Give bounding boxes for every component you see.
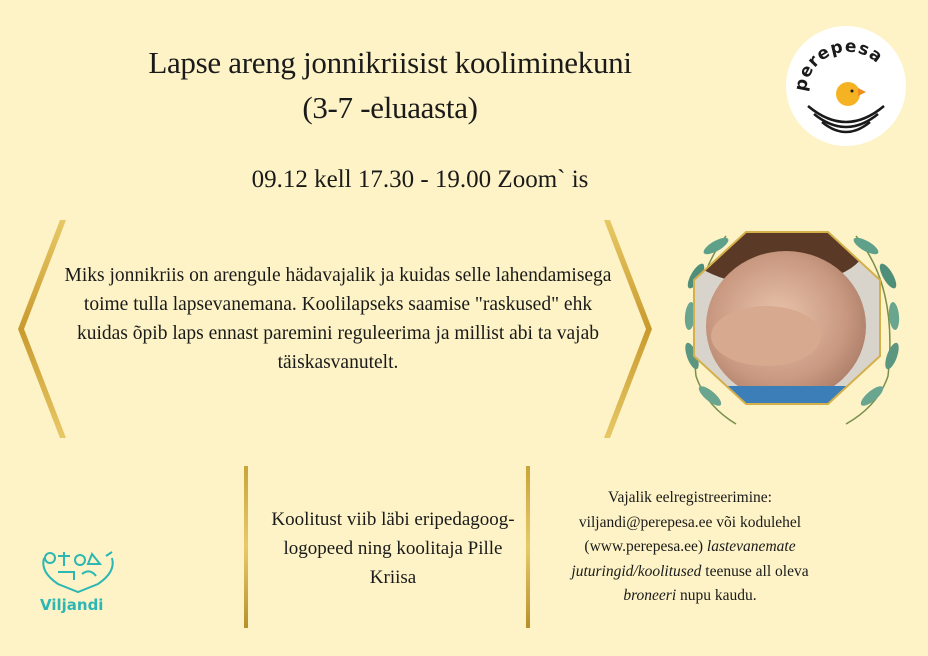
registration-line-5 [540,584,840,609]
registration-line-3-italic: lastevanemate [706,538,796,555]
registration-line-5-italic: broneeri [623,587,677,604]
viljandi-logo-text: Viljandi [40,596,104,614]
registration-line-3 [540,535,840,560]
registration-line-4-text: teenuse all oleva [705,562,809,580]
viljandi-heart-logo-icon [38,548,118,594]
nest-icon [808,106,884,132]
title-line-2: (3-7 -eluaasta) [302,90,478,125]
registration-line-1: Vajalik eelregistreerimine: [608,489,772,506]
registration-line-4 [540,560,840,585]
trainer-info: Koolitust viib läbi eripedagoog-logopeed ning koolitaja Pille Kriisa [271,509,515,588]
registration-line-5-text: nupu kaudu. [680,587,757,604]
registration-line-4-italic: juturingid/koolitused [571,562,702,580]
bird-icon [836,82,866,106]
title-line-1: Lapse areng jonnikriisist kooliminekuni [148,45,632,80]
perepesa-logo-graphic [786,26,906,146]
registration-line-2: viljandi@perepesa.ee või kodulehel [578,513,802,531]
page-title [80,40,700,130]
perepesa-logo [786,26,906,146]
website-link[interactable]: (www.perepesa.ee) [584,538,704,555]
svg-text:perepesa [791,37,887,93]
event-date: 09.12 kell 17.30 - 19.00 Zoom` is [251,166,589,193]
photo-frame [666,206,916,438]
logo-text: perepesa [790,36,887,93]
registration-info [540,486,840,609]
divider-left [244,466,248,628]
event-description: Miks jonnikriis on arengule hädavajalik ja kuidas selle lahendamisega toime tulla lapsevanemana. Koolilapseks saamise "raskused" ehk kuidas õpib laps ennast paremini reguleerima ja millist abi ta vajab täiskasvanutelt. [64,265,612,373]
